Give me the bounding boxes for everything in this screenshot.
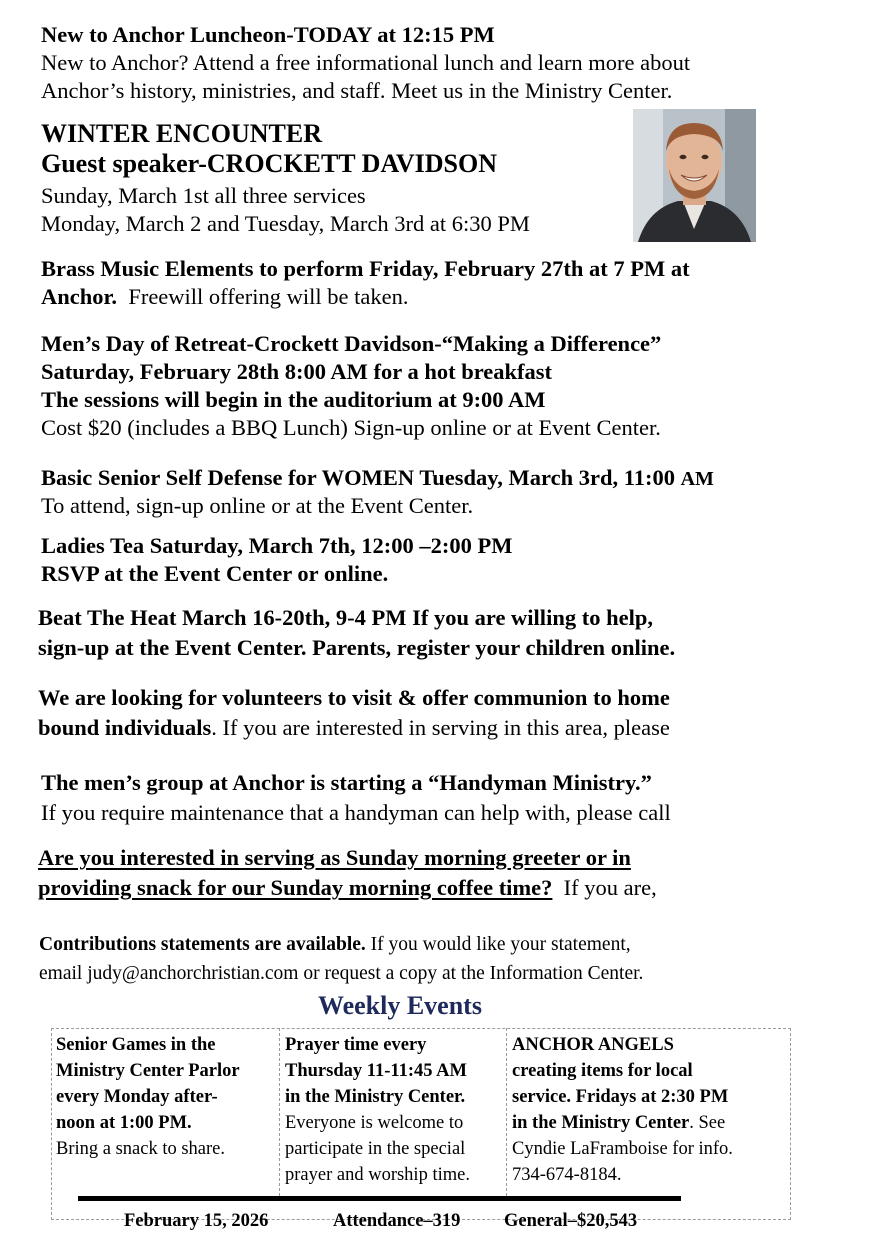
event-prayer-time <box>285 1032 505 1188</box>
event-line: prayer and worship time. <box>285 1165 470 1185</box>
contributions-rest: If you would like your statement, <box>370 934 631 955</box>
event-line: service. Fridays at 2:30 PM <box>512 1087 729 1107</box>
luncheon-title: New to Anchor Luncheon-TODAY at 12:15 PM <box>41 22 495 47</box>
brass-bold: Anchor. <box>41 284 118 309</box>
luncheon-text: New to Anchor? Attend a free informational lunch and learn more about <box>41 50 691 75</box>
event-location: in the Ministry Center <box>512 1113 690 1133</box>
self-defense-title <box>41 464 714 493</box>
event-line: participate in the special <box>285 1139 466 1159</box>
retreat-cost: Cost $20 (includes a BBQ Lunch) Sign-up online or at Event Center. <box>41 415 661 440</box>
footer-date: February 15, 2026 <box>124 1211 269 1231</box>
event-line: Thursday 11-11:45 AM <box>285 1061 467 1081</box>
greeter-title: Are you interested in serving as Sunday morning greeter or in <box>38 845 631 870</box>
footer-rule <box>78 1196 681 1201</box>
event-line: Bring a snack to share. <box>56 1139 226 1159</box>
brass-title: Brass Music Elements to perform Friday, February 27th at 7 PM at <box>41 256 690 281</box>
volunteers-rest: . If you are interested in serving in this area, please <box>211 715 670 740</box>
greeter-rest: If you are, <box>563 875 657 900</box>
event-line <box>512 1110 787 1136</box>
ladies-tea-title: Ladies Tea Saturday, March 7th, 12:00 –2:00 PM <box>41 533 513 558</box>
volunteers-text <box>38 714 670 742</box>
volunteers-bold: bound individuals <box>38 715 212 740</box>
event-line: 734-674-8184. <box>512 1165 622 1185</box>
brass-text <box>41 283 408 311</box>
event-anchor-angels <box>512 1032 787 1188</box>
speaker-portrait-image <box>633 109 756 242</box>
footer-general: General–$20,543 <box>504 1211 638 1231</box>
self-defense-am: AM <box>680 468 714 490</box>
event-line: in the Ministry Center. <box>285 1087 466 1107</box>
luncheon-text: Anchor’s history, ministries, and staff. Meet us in the Ministry Center. <box>41 78 673 103</box>
beat-heat-text: sign-up at the Event Center. Parents, register your children online. <box>38 635 676 660</box>
ladies-tea-rsvp: RSVP at the Event Center or online. <box>41 561 389 586</box>
retreat-sessions: The sessions will begin in the auditorium at 9:00 AM <box>41 387 546 412</box>
event-line: ANCHOR ANGELS <box>512 1035 674 1055</box>
event-senior-games <box>56 1032 276 1162</box>
column-divider <box>279 1028 280 1196</box>
event-line: creating items for local <box>512 1061 693 1081</box>
retreat-date: Saturday, February 28th 8:00 AM for a hot breakfast <box>41 359 553 384</box>
contributions-bold: Contributions statements are available. <box>39 934 366 955</box>
encounter-text: Monday, March 2 and Tuesday, March 3rd at 6:30 PM <box>41 211 530 236</box>
brass-rest: Freewill offering will be taken. <box>128 284 409 309</box>
volunteers-title: We are looking for volunteers to visit & offer communion to home <box>38 685 670 710</box>
encounter-text: Sunday, March 1st all three services <box>41 183 366 208</box>
self-defense-text: Basic Senior Self Defense for WOMEN Tuesday, March 3rd, 11:00 <box>41 465 675 490</box>
event-line: Senior Games in the <box>56 1035 216 1055</box>
speaker-photo <box>633 109 756 242</box>
contributions-email: email judy@anchorchristian.com or request a copy at the Information Center. <box>39 963 644 984</box>
weekly-events-title: Weekly Events <box>318 991 482 1020</box>
event-line: Cyndie LaFramboise for info. <box>512 1139 733 1159</box>
event-line: Everyone is welcome to <box>285 1113 464 1133</box>
greeter-text <box>38 874 657 902</box>
handyman-text: If you require maintenance that a handyman can help with, please call <box>41 800 671 825</box>
column-divider <box>506 1028 507 1196</box>
encounter-speaker: Guest speaker-CROCKETT DAVIDSON <box>41 149 498 178</box>
retreat-title: Men’s Day of Retreat-Crockett Davidson-“Making a Difference” <box>41 331 662 356</box>
event-line: every Monday after- <box>56 1087 218 1107</box>
beat-heat-text: Beat The Heat March 16-20th, 9-4 PM If you are willing to help, <box>38 605 653 630</box>
handyman-title: The men’s group at Anchor is starting a “Handyman Ministry.” <box>41 770 652 795</box>
event-line: Prayer time every <box>285 1035 427 1055</box>
encounter-title: WINTER ENCOUNTER <box>41 119 322 148</box>
greeter-question: providing snack for our Sunday morning coffee time? <box>38 875 553 900</box>
self-defense-text: To attend, sign-up online or at the Event Center. <box>41 493 474 518</box>
event-line: Ministry Center Parlor <box>56 1061 240 1081</box>
contributions-text <box>39 932 631 958</box>
event-see: . See <box>689 1113 726 1133</box>
footer-attendance: Attendance–319 <box>333 1211 461 1231</box>
event-line: noon at 1:00 PM. <box>56 1113 192 1133</box>
